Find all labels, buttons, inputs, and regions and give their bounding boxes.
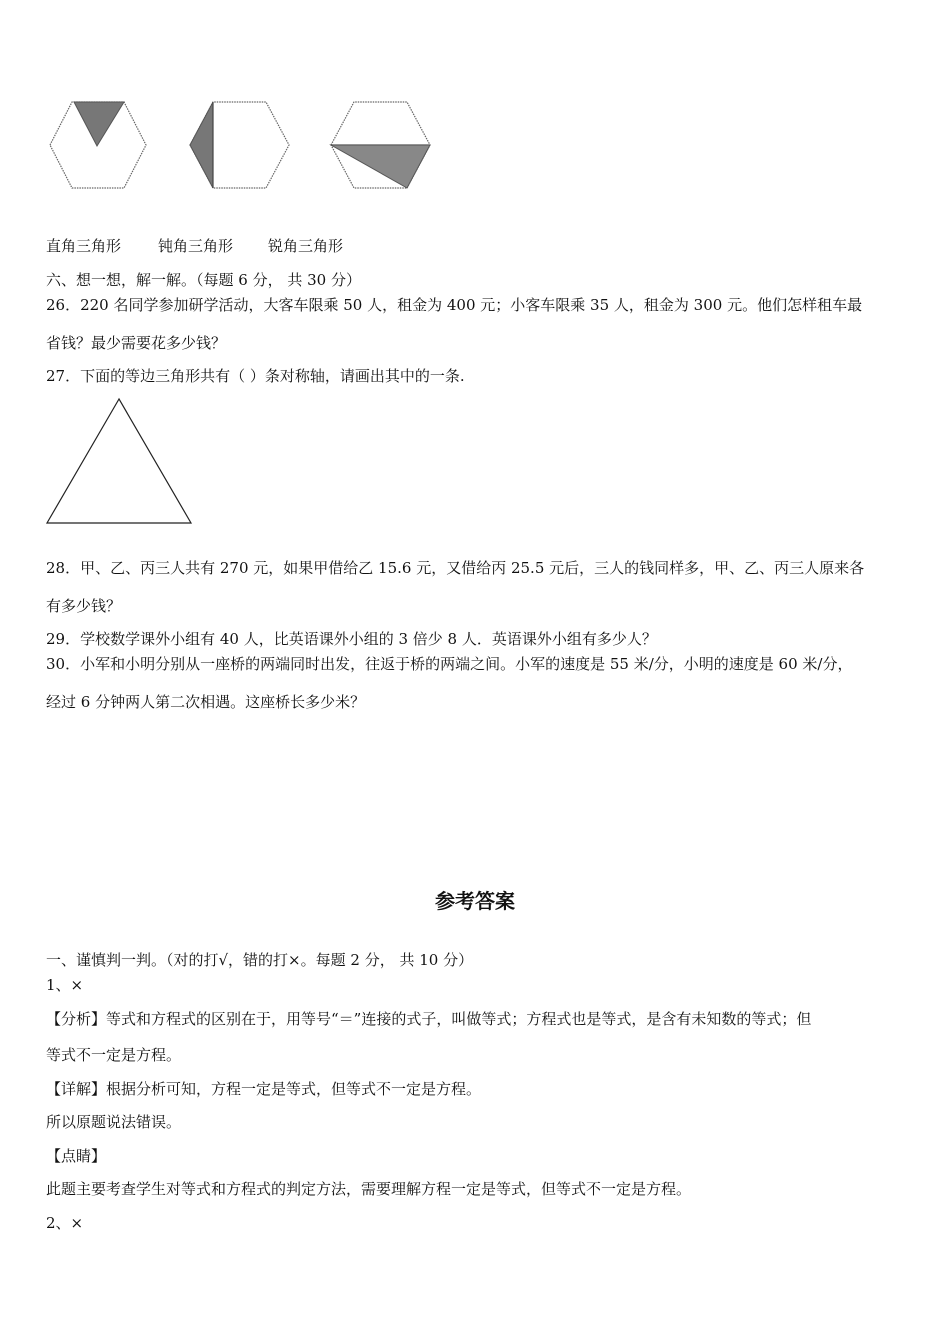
conclusion: 所以原题说法错误。 — [46, 1113, 182, 1131]
hexagon-acute-triangle-figure — [327, 98, 435, 192]
answers-title: 参考答案 — [435, 889, 515, 913]
shaded-right-triangle — [74, 102, 124, 146]
question-30-line2: 经过 6 分钟两人第二次相遇。这座桥长多少米？ — [46, 693, 366, 711]
hexagon-right-triangle-figure — [44, 98, 152, 192]
hexagon-obtuse-triangle-figure — [186, 98, 294, 192]
answer-2: 2、× — [46, 1214, 84, 1232]
question-29: 29．学校数学课外小组有 40 人，比英语课外小组的 3 倍少 8 人．英语课外小组有多少人？ — [46, 630, 657, 648]
label-obtuse-triangle: 钝角三角形 — [158, 237, 234, 255]
question-26-line1: 26．220 名同学参加研学活动，大客车限乘 50 人，租金为 400 元；小客车限乘 35 人，租金为 300 元。他们怎样租车最 — [46, 296, 863, 314]
analysis-line2: 等式不一定是方程。 — [46, 1046, 182, 1064]
question-27: 27．下面的等边三角形共有（ ）条对称轴，请画出其中的一条. — [46, 367, 465, 385]
question-28-line2: 有多少钱？ — [46, 597, 122, 615]
equilateral-triangle — [47, 399, 191, 523]
answer-1: 1、× — [46, 976, 84, 994]
section6-heading: 六、想一想，解一解。（每题 6 分， 共 30 分） — [46, 271, 361, 289]
comment: 此题主要考查学生对等式和方程式的判定方法，需要理解方程一定是等式，但等式不一定是方程。 — [46, 1180, 692, 1198]
answers-section1-heading: 一、谨慎判一判。（对的打√，错的打×。每题 2 分， 共 10 分） — [46, 951, 474, 969]
analysis-line1: 【分析】等式和方程式的区别在于，用等号“＝”连接的式子，叫做等式；方程式也是等式，是含有未知数的等式；但 — [46, 1010, 812, 1028]
question-28-line1: 28．甲、乙、丙三人共有 270 元，如果甲借给乙 15.6 元，又借给丙 25.5 元后，三人的钱同样多，甲、乙、丙三人原来各 — [46, 559, 865, 577]
question-30-line1: 30．小军和小明分别从一座桥的两端同时出发，往返于桥的两端之间。小军的速度是 55 米/分，小明的速度是 60 米/分， — [46, 655, 853, 673]
label-right-triangle: 直角三角形 — [46, 237, 122, 255]
shaded-obtuse-triangle — [190, 102, 213, 188]
label-acute-triangle: 锐角三角形 — [268, 237, 344, 255]
shaded-acute-triangle — [331, 145, 430, 188]
comment-label: 【点睛】 — [46, 1147, 107, 1165]
question-26-line2: 省钱？最少需要花多少钱？ — [46, 334, 227, 352]
equilateral-triangle-figure — [44, 396, 194, 526]
detail: 【详解】根据分析可知，方程一定是等式，但等式不一定是方程。 — [46, 1080, 482, 1098]
